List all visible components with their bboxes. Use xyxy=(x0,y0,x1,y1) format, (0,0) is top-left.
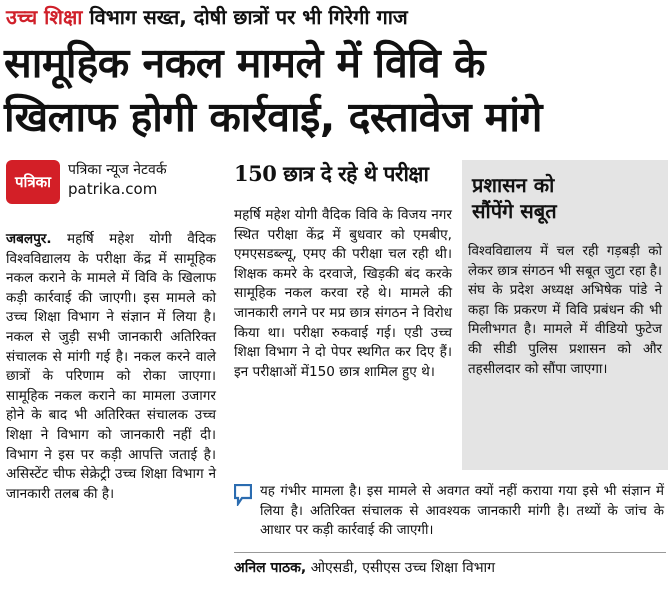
sidebar-title xyxy=(472,172,662,224)
column-2-heading: 150 छात्र दे रहे थे परीक्षा xyxy=(234,161,429,186)
official-quote: यह गंभीर मामला है। इस मामले से अवगत क्यों नहीं कराया गया इसे भी संज्ञान में लिया है। अतिरिक्त संचालक से आवश्यक जानकारी मांगी है। तथ्यों के जांच के आधार पर कड़ी कार्रवाई की जाएगी। xyxy=(260,484,664,539)
divider xyxy=(234,552,666,553)
sidebar-text: विश्वविद्यालय में चल रही गड़बड़ी को लेकर छात्र संगठन भी सबूत जुटा रहा है। संघ के प्रदेश अध्यक्ष अभिषेक पांडे ने कहा कि प्रकरण में विवि प्रबंधन की भी मिलीभगत है। मामले में वीडियो फुटेज की सीडी पुलिस प्रशासन को और तहसीलदार को सौंपा जाएगा। xyxy=(468,244,662,377)
sidebar-box xyxy=(462,160,668,470)
sidebar-title-line-1: प्रशासन को xyxy=(472,173,555,197)
kicker-text: विभाग सख्त, दोषी छात्रों पर भी गिरेगी गाज xyxy=(89,5,408,29)
attribution-title: ओएसडी, एसीएस उच्च शिक्षा विभाग xyxy=(310,560,496,576)
article-column-1 xyxy=(6,230,216,590)
headline xyxy=(4,36,664,144)
kicker-highlight: उच्च शिक्षा xyxy=(6,5,83,29)
column-1-text: महर्षि महेश योगी वैदिक विश्वविद्यालय के परीक्षा केंद्र में सामूहिक नकल कराने के मामले में विवि के खिलाफ कड़ी कार्रवाई की जाएगी। इस मामले को उच्च शिक्षा विभाग ने संज्ञान में लिया है। नकल से जुड़ी सभी जानकारी अतिरिक्त संचालक से मांगी गई है। नकल करने वाले छात्रों के परिणाम को रोका जाएगा। सामूहिक नकल कराने का मामला उजागर होने के बाद भी अतिरिक्त संचालक उच्च शिक्षा ने विभाग को जानकारी नहीं दी। विभाग ने इस पर कड़ी आपत्ति जताई है। असिस्टेंट चीफ सेक्रेट्री उच्च शिक्षा विभाग ने जानकारी तलब की है। xyxy=(6,231,216,502)
speech-bubble-icon xyxy=(234,484,252,506)
dateline-location: जबलपुर. xyxy=(6,231,52,247)
byline-site: patrika.com xyxy=(68,180,158,198)
patrika-logo: पत्रिका xyxy=(6,160,60,204)
byline-network: पत्रिका न्यूज नेटवर्क xyxy=(68,162,167,178)
kicker-line xyxy=(6,2,662,32)
attribution-name: अनिल पाठक, xyxy=(234,560,307,576)
quote-attribution xyxy=(234,558,666,577)
article-column-2: महर्षि महेश योगी वैदिक विवि के विजय नगर स्थित परीक्षा केंद्र में बुधवार को एमबीए, एमएसडब्ल्यू, एमए की परीक्षा चल रही थी। शिक्षक कमरे के दरवाजे, खिड़की बंद करके सामूहिक नकल करवा रहे थे। मामले की जानकारी लगने पर मप्र छात्र संगठन ने विरोध किया था। परीक्षा रुकवाई गई। एडी उच्च शिक्षा विभाग ने दो पेपर स्थगित कर दिए हैं। इन परीक्षाओं में150 छात्र शामिल हुए थे। xyxy=(234,207,452,380)
byline xyxy=(6,156,224,206)
sidebar-title-line-2: सौंपेंगे सबूत xyxy=(472,199,557,223)
headline-line-1: सामूहिक नकल मामले में विवि के xyxy=(4,39,485,87)
headline-line-2: खिलाफ होगी कार्रवाई, दस्तावेज मांगे xyxy=(4,93,543,141)
